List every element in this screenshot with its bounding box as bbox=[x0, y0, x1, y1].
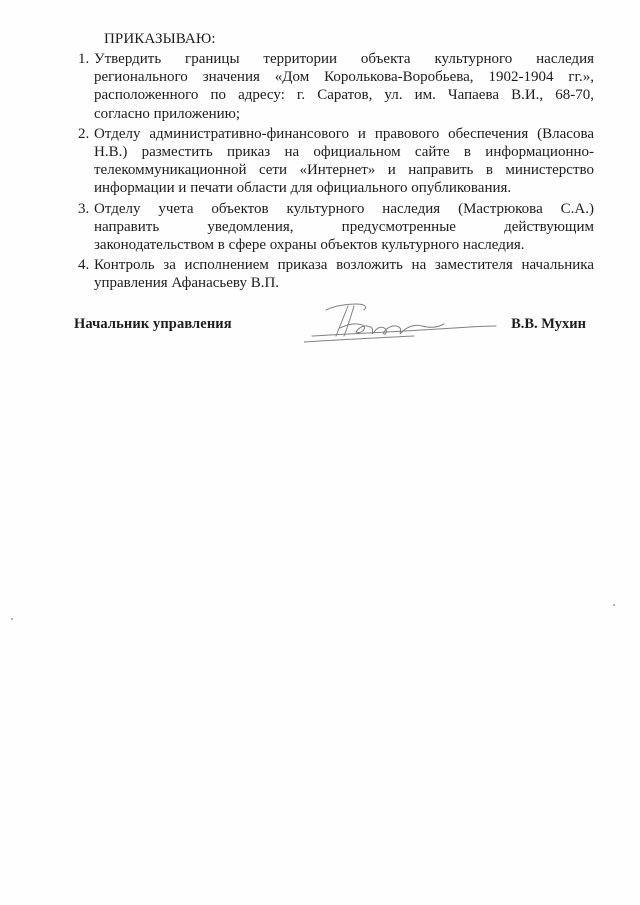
order-body bbox=[74, 30, 594, 293]
order-item-4 bbox=[74, 256, 594, 292]
scan-speck bbox=[613, 604, 615, 606]
item-line: Утвердить границы территории объекта культурного наследия bbox=[94, 51, 594, 67]
item-line: телекоммуникационной сети «Интернет» и направить в министерство bbox=[94, 162, 594, 179]
item-number: 1. bbox=[78, 51, 90, 67]
item-line: управления Афанасьеву В.П. bbox=[94, 275, 280, 292]
order-heading: ПРИКАЗЫВАЮ: bbox=[104, 31, 216, 47]
item-number: 3. bbox=[78, 200, 90, 217]
item-number: 4. bbox=[78, 257, 90, 274]
item-line: Отделу административно-финансового и правового обеспечения (Власова bbox=[94, 125, 594, 142]
order-item-1 bbox=[74, 50, 594, 123]
item-line: Контроль за исполнением приказа возложить на заместителя начальника bbox=[94, 257, 594, 274]
scan-speck bbox=[11, 618, 13, 620]
item-line: расположенного по адресу: г. Саратов, ул. им. Чапаева В.И., 68-70, bbox=[94, 87, 594, 104]
signer-name: В.В. Мухин bbox=[511, 316, 586, 332]
item-line: регионального значения «Дом Королькова-Воробьева, 1902-1904 гг.», bbox=[94, 69, 594, 86]
item-line: информации и печати области для официального опубликования. bbox=[94, 180, 512, 197]
signer-title: Начальник управления bbox=[74, 316, 232, 332]
order-item-2 bbox=[74, 125, 594, 198]
item-line: согласно приложению; bbox=[94, 105, 241, 122]
order-item-3 bbox=[74, 200, 594, 255]
handwritten-signature bbox=[304, 298, 504, 346]
signature-block bbox=[74, 312, 594, 352]
item-number: 2. bbox=[78, 125, 90, 142]
item-line: Н.В.) разместить приказ на официальном сайте в информационно- bbox=[94, 144, 594, 161]
item-line: законодательством в сфере охраны объектов культурного наследия. bbox=[94, 237, 525, 254]
item-line: направить уведомления, предусмотренные действующим bbox=[94, 218, 594, 235]
item-line: Отделу учета объектов культурного наследия (Мастрюкова С.А.) bbox=[94, 200, 594, 217]
